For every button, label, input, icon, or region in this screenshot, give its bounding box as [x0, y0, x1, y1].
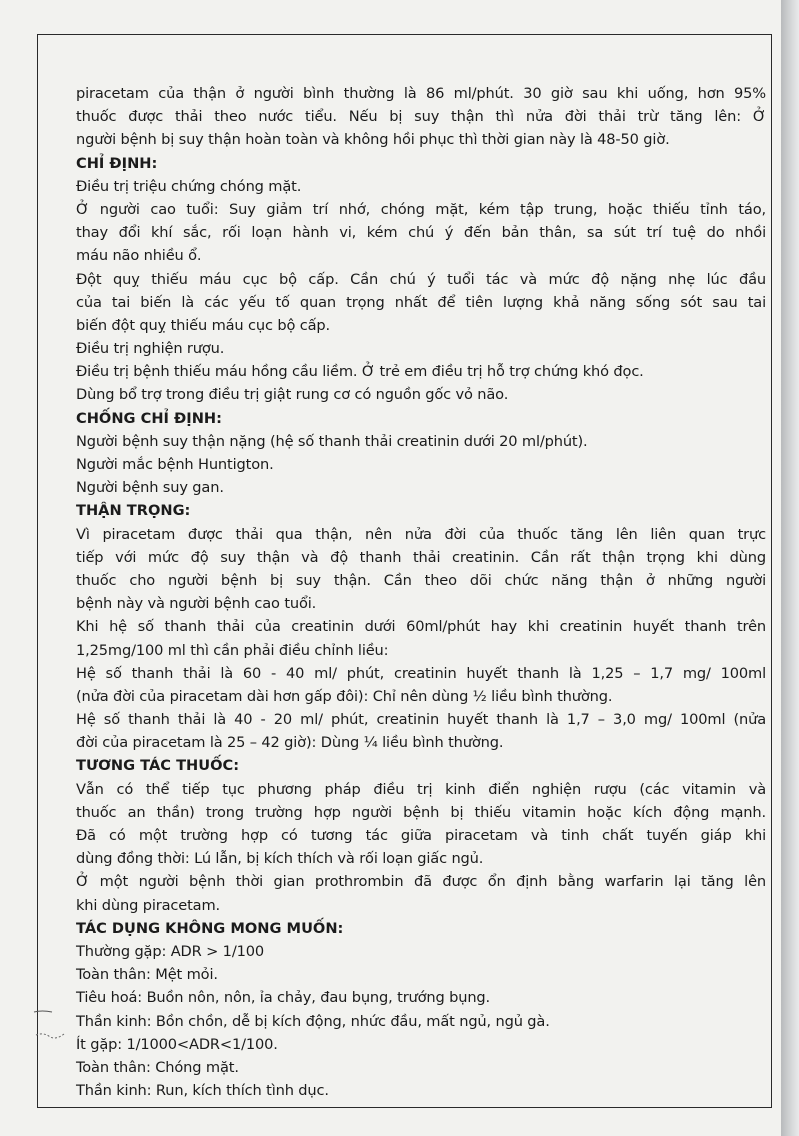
text-line: Vì piracetam được thải qua thận, nên nửa đời của thuốc tăng lên liên quan trực — [76, 525, 766, 543]
section-heading: THẬN TRỌNG: — [76, 502, 191, 520]
text-line: piracetam của thận ở người bình thường là 86 ml/phút. 30 giờ sau khi uống, hơn 95% — [76, 85, 766, 102]
text-line: Khi hệ số thanh thải của creatinin dưới 60ml/phút hay khi creatinin huyết thanh trên — [76, 618, 766, 636]
section-heading: CHỐNG CHỈ ĐỊNH: — [76, 409, 222, 427]
text-line: bệnh này và người bệnh cao tuổi. — [76, 595, 317, 613]
text-line: thuốc cho người bệnh bị suy thận. Cần theo dõi chức năng thận ở những người — [76, 571, 766, 589]
text-line: máu não nhiều ổ. — [76, 247, 202, 265]
text-line: Thần kinh: Run, kích thích tình dục. — [76, 1082, 329, 1100]
text-line: Điều trị nghiện rượu. — [76, 340, 225, 358]
text-line: Toàn thân: Mệt mỏi. — [76, 966, 218, 984]
text-line: thuốc an thần) trong trường hợp người bệnh bị thiếu vitamin hoặc kích động mạnh. — [76, 803, 766, 821]
text-line: Thường gặp: ADR > 1/100 — [76, 942, 264, 960]
text-line: Điều trị triệu chứng chóng mặt. — [76, 177, 302, 195]
text-line: Điều trị bệnh thiếu máu hồng cầu liềm. Ở trẻ em điều trị hỗ trợ chứng khó đọc. — [76, 363, 644, 381]
text-line: Hệ số thanh thải là 40 - 20 ml/ phút, creatinin huyết thanh là 1,7 – 3,0 mg/ 100ml (nửa — [76, 711, 766, 729]
text-line: thuốc được thải theo nước tiểu. Nếu bị suy thận thì nửa đời thải trừ tăng lên: Ở — [76, 108, 766, 126]
section-heading: CHỈ ĐỊNH: — [76, 154, 158, 172]
section-heading: TÁC DỤNG KHÔNG MONG MUỐN: — [76, 919, 344, 937]
text-line: 1,25mg/100 ml thì cần phải điều chỉnh liều: — [76, 641, 389, 659]
text-line: thay đổi khí sắc, rối loạn hành vi, kém chú ý đến bản thân, sa sút trí tuệ do nhồi — [76, 224, 766, 242]
page-edge — [781, 0, 799, 1136]
text-line: khi dùng piracetam. — [76, 896, 220, 914]
text-line: Vẫn có thể tiếp tục phương pháp điều trị kinh điển nghiện rượu (các vitamin và — [76, 780, 766, 798]
text-line: Người mắc bệnh Huntigton. — [76, 456, 274, 473]
text-line: Người bệnh suy thận nặng (hệ số thanh thải creatinin dưới 20 ml/phút). — [76, 432, 588, 450]
text-line: Ở một người bệnh thời gian prothrombin đã được ổn định bằng warfarin lại tăng lên — [76, 873, 766, 891]
text-line: Người bệnh suy gan. — [76, 479, 224, 497]
text-line: Toàn thân: Chóng mặt. — [76, 1058, 239, 1076]
text-line: Ít gặp: 1/1000<ADR<1/100. — [76, 1035, 278, 1053]
text-line: tiếp với mức độ suy thận và độ thanh thải creatinin. Cần rất thận trọng khi dùng — [76, 548, 766, 566]
pen-marks — [30, 1000, 80, 1050]
document-body — [76, 82, 766, 1102]
text-line: dùng đồng thời: Lú lẫn, bị kích thích và rối loạn giấc ngủ. — [76, 850, 484, 868]
text-line: Thần kinh: Bồn chồn, dễ bị kích động, nhức đầu, mất ngủ, ngủ gà. — [76, 1012, 550, 1030]
text-line: Hệ số thanh thải là 60 - 40 ml/ phút, creatinin huyết thanh là 1,25 – 1,7 mg/ 100ml — [76, 664, 766, 682]
text-line: biến đột quỵ thiếu máu cục bộ cấp. — [76, 316, 331, 334]
text-line: Dùng bổ trợ trong điều trị giật rung cơ có nguồn gốc vỏ não. — [76, 386, 509, 404]
section-heading: TƯƠNG TÁC THUỐC: — [76, 757, 240, 775]
text-line: Ở người cao tuổi: Suy giảm trí nhớ, chóng mặt, kém tập trung, hoặc thiếu tỉnh táo, — [76, 200, 766, 218]
text-line: Đột quỵ thiếu máu cục bộ cấp. Cần chú ý tuổi tác và mức độ nặng nhẹ lúc đầu — [76, 270, 766, 288]
text-line: của tai biến là các yếu tố quan trọng nhất để tiên lượng khả năng sống sót sau tai — [76, 293, 766, 311]
text-line: người bệnh bị suy thận hoàn toàn và không hồi phục thì thời gian này là 48-50 giờ. — [76, 131, 670, 149]
text-line: đời của piracetam là 25 – 42 giờ): Dùng ¼ liều bình thường. — [76, 734, 504, 752]
text-line: (nửa đời của piracetam dài hơn gấp đôi): Chỉ nên dùng ½ liều bình thường. — [76, 687, 613, 705]
text-line: Đã có một trường hợp có tương tác giữa piracetam và tinh chất tuyến giáp khi — [76, 827, 766, 844]
text-line: Tiêu hoá: Buồn nôn, nôn, ỉa chảy, đau bụng, trướng bụng. — [76, 989, 491, 1007]
